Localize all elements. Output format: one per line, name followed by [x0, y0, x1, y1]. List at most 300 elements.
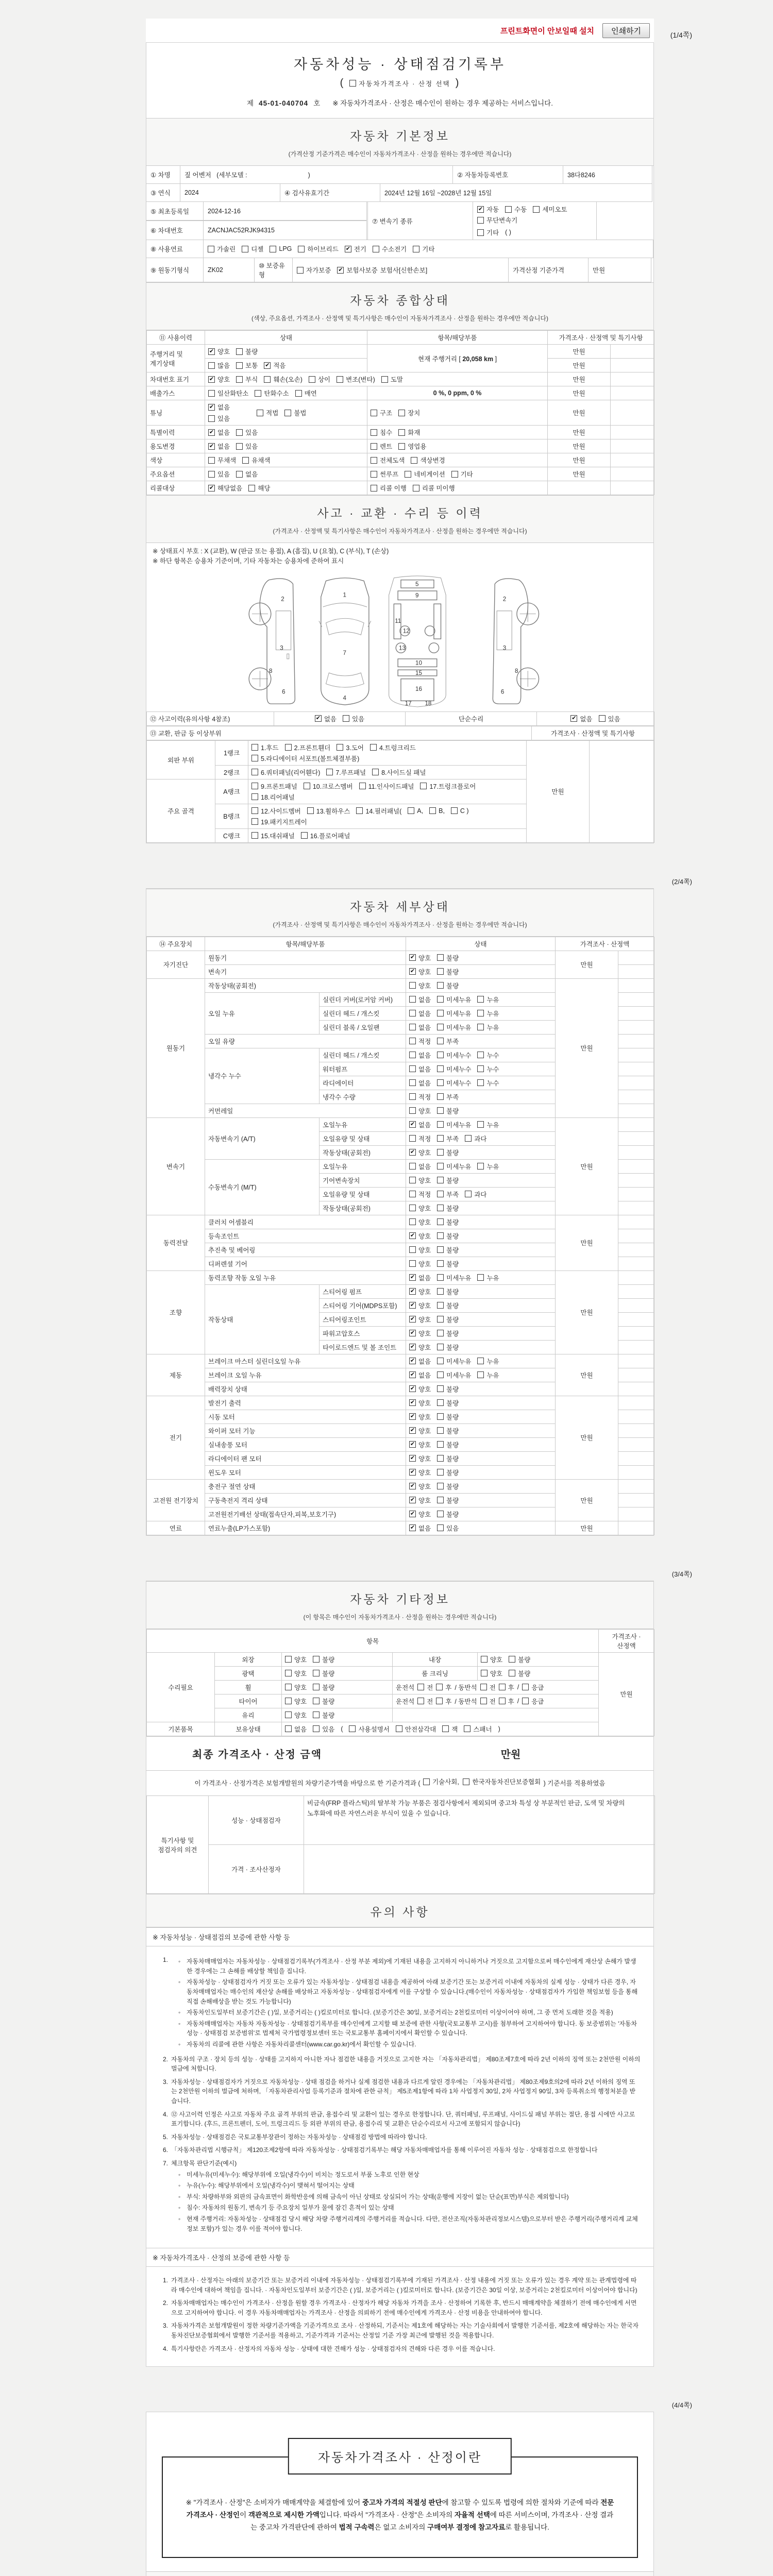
checkbox-option[interactable]: [409, 1384, 431, 1394]
checkbox-icon[interactable]: [437, 1246, 444, 1253]
checkbox-icon[interactable]: [477, 1163, 484, 1170]
checkbox-icon[interactable]: [398, 410, 405, 416]
checkbox-icon[interactable]: [417, 1684, 424, 1690]
checkbox-icon[interactable]: [371, 471, 377, 478]
checkbox-option[interactable]: [509, 1669, 530, 1678]
checkbox-icon[interactable]: [509, 1670, 515, 1676]
basis-checkbox-1[interactable]: [423, 1777, 459, 1787]
reg-no-value[interactable]: 38다8246: [563, 165, 652, 184]
checkbox-checked-icon[interactable]: ✔: [410, 1497, 415, 1503]
checkbox-icon[interactable]: [437, 1413, 444, 1420]
checkbox-option[interactable]: [480, 1683, 496, 1692]
checkbox-option[interactable]: [413, 483, 455, 493]
checkbox-icon[interactable]: [251, 769, 258, 775]
checkbox-icon[interactable]: [437, 1065, 444, 1072]
checkbox-icon[interactable]: [437, 954, 444, 961]
checkbox-icon[interactable]: [477, 1371, 484, 1378]
checkbox-option[interactable]: [481, 1669, 502, 1678]
checkbox-option[interactable]: [285, 1655, 307, 1664]
checkbox-option[interactable]: [437, 1092, 459, 1101]
checkbox-option[interactable]: [437, 1426, 459, 1435]
checkbox-option[interactable]: [436, 1697, 451, 1706]
checkbox-option[interactable]: [285, 1683, 307, 1692]
checkbox-icon[interactable]: [409, 1010, 416, 1016]
checkbox-option[interactable]: [301, 831, 350, 840]
checkbox-option[interactable]: [208, 442, 230, 451]
checkbox-option[interactable]: [437, 1287, 459, 1296]
checkbox-option[interactable]: [313, 1655, 334, 1664]
checkbox-option[interactable]: [437, 1301, 459, 1310]
checkbox-option[interactable]: [465, 1134, 486, 1143]
checkbox-option[interactable]: [295, 388, 317, 398]
checkbox-option[interactable]: [437, 1078, 471, 1088]
checkbox-option[interactable]: [409, 1301, 431, 1310]
checkbox-icon[interactable]: [337, 376, 343, 383]
checkbox-option[interactable]: [437, 1357, 471, 1366]
checkbox-checked-icon[interactable]: ✔: [410, 954, 415, 961]
checkbox-checked-icon[interactable]: ✔: [410, 1371, 415, 1378]
checkbox-option[interactable]: [255, 388, 289, 398]
checkbox-option[interactable]: [208, 428, 230, 437]
checkbox-icon[interactable]: [285, 1684, 292, 1690]
checkbox-icon[interactable]: [297, 267, 304, 274]
checkbox-option[interactable]: [437, 1162, 471, 1171]
checkbox-icon[interactable]: [409, 1205, 416, 1211]
checkbox-icon[interactable]: [477, 996, 484, 1003]
checkbox-checked-icon[interactable]: ✔: [572, 715, 577, 722]
checkbox-icon[interactable]: [349, 80, 356, 87]
checkbox-option[interactable]: [409, 1370, 431, 1380]
checkbox-icon[interactable]: [437, 1497, 444, 1503]
checkbox-option[interactable]: [409, 1287, 431, 1296]
checkbox-icon[interactable]: [409, 1177, 416, 1183]
checkbox-icon[interactable]: [251, 755, 258, 761]
checkbox-icon[interactable]: [437, 1205, 444, 1211]
checkbox-icon[interactable]: [437, 1135, 444, 1142]
checkbox-icon[interactable]: [413, 246, 419, 252]
checkbox-option[interactable]: [307, 806, 350, 816]
checkbox-icon[interactable]: [409, 1246, 416, 1253]
checkbox-option[interactable]: [251, 768, 320, 777]
checkbox-option[interactable]: [337, 375, 375, 384]
checkbox-icon[interactable]: [437, 1441, 444, 1448]
checkbox-option[interactable]: [437, 1204, 459, 1213]
checkbox-option[interactable]: [285, 1669, 307, 1678]
checkbox-checked-icon[interactable]: ✔: [410, 1316, 415, 1323]
checkbox-icon[interactable]: [417, 1698, 424, 1704]
checkbox-icon[interactable]: [437, 1218, 444, 1225]
checkbox-icon[interactable]: [409, 1079, 416, 1086]
checkbox-icon[interactable]: [505, 206, 512, 213]
checkbox-icon[interactable]: [337, 744, 343, 751]
checkbox-option[interactable]: [208, 347, 230, 356]
checkbox-option[interactable]: [437, 1412, 459, 1421]
checkbox-icon[interactable]: [437, 968, 444, 975]
checkbox-option[interactable]: [396, 1724, 436, 1734]
checkbox-option[interactable]: [370, 743, 416, 752]
checkbox-option[interactable]: [313, 1724, 334, 1734]
checkbox-icon[interactable]: [480, 1684, 487, 1690]
checkbox-icon[interactable]: [208, 390, 215, 397]
checkbox-option[interactable]: [409, 1064, 431, 1074]
checkbox-icon[interactable]: [477, 1065, 484, 1072]
checkbox-icon[interactable]: [251, 793, 258, 800]
checkbox-option[interactable]: [409, 1176, 431, 1185]
checkbox-option[interactable]: [372, 768, 426, 777]
checkbox-option[interactable]: [505, 205, 527, 214]
checkbox-checked-icon[interactable]: ✔: [209, 403, 214, 410]
checkbox-option[interactable]: [236, 375, 258, 384]
checkbox-option[interactable]: [242, 455, 270, 465]
checkbox-option[interactable]: [437, 953, 459, 962]
checkbox-option[interactable]: [436, 1683, 451, 1692]
checkbox-option[interactable]: [522, 1683, 544, 1692]
checkbox-option[interactable]: [477, 1357, 499, 1366]
checkbox-option[interactable]: [437, 1106, 459, 1115]
checkbox-icon[interactable]: [477, 229, 484, 236]
checkbox-option[interactable]: [285, 743, 331, 752]
checkbox-option[interactable]: [326, 768, 366, 777]
checkbox-icon[interactable]: [236, 348, 243, 355]
checkbox-option[interactable]: [477, 1064, 499, 1074]
checkbox-option[interactable]: [409, 995, 431, 1004]
checkbox-option[interactable]: [437, 1231, 459, 1241]
checkbox-option[interactable]: [409, 1078, 431, 1088]
checkbox-option[interactable]: [398, 428, 420, 437]
checkbox-option[interactable]: [570, 714, 592, 723]
checkbox-option[interactable]: [313, 1697, 334, 1706]
checkbox-icon[interactable]: [409, 1107, 416, 1114]
checkbox-option[interactable]: [417, 1697, 433, 1706]
checkbox-option[interactable]: [270, 245, 292, 252]
checkbox-icon[interactable]: [298, 246, 305, 252]
checkbox-icon[interactable]: [248, 485, 255, 492]
checkbox-checked-icon[interactable]: ✔: [209, 443, 214, 449]
checkbox-option[interactable]: [208, 361, 230, 370]
checkbox-option[interactable]: [208, 414, 230, 423]
checkbox-icon[interactable]: [251, 783, 258, 789]
checkbox-option[interactable]: [437, 967, 459, 976]
checkbox-option[interactable]: [599, 714, 620, 723]
checkbox-icon[interactable]: [381, 376, 388, 383]
checkbox-checked-icon[interactable]: ✔: [265, 362, 270, 368]
checkbox-option[interactable]: [236, 361, 258, 370]
checkbox-option[interactable]: [437, 1398, 459, 1408]
checkbox-icon[interactable]: [465, 1191, 472, 1197]
first-reg-value[interactable]: 2024-12-16: [203, 201, 367, 221]
checkbox-icon[interactable]: [409, 1024, 416, 1030]
checkbox-option[interactable]: [409, 1329, 431, 1338]
checkbox-option[interactable]: [349, 1724, 389, 1734]
checkbox-option[interactable]: [413, 244, 434, 253]
checkbox-icon[interactable]: [236, 471, 243, 478]
checkbox-option[interactable]: [437, 1370, 471, 1380]
checkbox-option[interactable]: [437, 1440, 459, 1449]
checkbox-option[interactable]: [381, 375, 403, 384]
checkbox-option[interactable]: [409, 1092, 431, 1101]
checkbox-checked-icon[interactable]: ✔: [410, 1344, 415, 1350]
checkbox-icon[interactable]: [477, 1052, 484, 1058]
checkbox-icon[interactable]: [409, 1135, 416, 1142]
checkbox-option[interactable]: [481, 1655, 502, 1664]
checkbox-icon[interactable]: [477, 1274, 484, 1281]
checkbox-option[interactable]: [437, 1454, 459, 1463]
checkbox-option[interactable]: [409, 981, 431, 990]
checkbox-icon[interactable]: [437, 1107, 444, 1114]
checkbox-option[interactable]: [251, 817, 307, 826]
checkbox-icon[interactable]: [208, 471, 215, 478]
checkbox-icon[interactable]: [477, 1079, 484, 1086]
checkbox-icon[interactable]: [285, 744, 292, 751]
checkbox-option[interactable]: [477, 995, 499, 1004]
checkbox-checked-icon[interactable]: ✔: [478, 206, 483, 212]
checkbox-checked-icon[interactable]: ✔: [410, 1455, 415, 1462]
checkbox-icon[interactable]: [437, 1358, 444, 1364]
checkbox-option[interactable]: [437, 1315, 459, 1324]
checkbox-icon[interactable]: [480, 1698, 487, 1704]
checkbox-option[interactable]: [409, 1009, 431, 1018]
checkbox-option[interactable]: [451, 807, 469, 815]
checkbox-option[interactable]: [398, 408, 420, 417]
checkbox-icon[interactable]: [313, 1725, 320, 1732]
checkbox-option[interactable]: [409, 1496, 431, 1505]
checkbox-icon[interactable]: [301, 832, 308, 839]
checkbox-icon[interactable]: [356, 807, 363, 814]
checkbox-icon[interactable]: [522, 1684, 529, 1690]
checkbox-icon[interactable]: [349, 1725, 356, 1732]
checkbox-option[interactable]: [480, 1697, 496, 1706]
checkbox-icon[interactable]: [408, 807, 414, 814]
checkbox-icon[interactable]: [437, 1330, 444, 1336]
checkbox-option[interactable]: [409, 1204, 431, 1213]
checkbox-option[interactable]: [409, 1190, 431, 1199]
checkbox-icon[interactable]: [477, 1010, 484, 1016]
checkbox-icon[interactable]: [451, 471, 458, 478]
checkbox-option[interactable]: [409, 967, 431, 976]
checkbox-icon[interactable]: [313, 1656, 320, 1663]
checkbox-icon[interactable]: [208, 246, 214, 252]
checkbox-option[interactable]: [437, 1037, 459, 1046]
checkbox-option[interactable]: [251, 792, 295, 802]
checkbox-option[interactable]: [304, 782, 353, 791]
checkbox-icon[interactable]: [343, 715, 349, 722]
checkbox-option[interactable]: [409, 1454, 431, 1463]
checkbox-icon[interactable]: [313, 1684, 320, 1690]
checkbox-icon[interactable]: [437, 1191, 444, 1197]
checkbox-icon[interactable]: [255, 390, 261, 397]
checkbox-checked-icon[interactable]: ✔: [209, 484, 214, 491]
checkbox-icon[interactable]: [313, 1670, 320, 1676]
checkbox-icon[interactable]: [477, 1358, 484, 1364]
checkbox-icon[interactable]: [409, 1093, 416, 1100]
print-install-hint[interactable]: 프린트화면이 안보일때 설치: [500, 26, 595, 36]
checkbox-option[interactable]: [409, 1134, 431, 1143]
checkbox-icon[interactable]: [437, 1010, 444, 1016]
checkbox-option[interactable]: [409, 1482, 431, 1491]
checkbox-icon[interactable]: [309, 376, 315, 383]
checkbox-icon[interactable]: [236, 443, 243, 450]
checkbox-icon[interactable]: [437, 1038, 444, 1044]
checkbox-option[interactable]: [371, 428, 392, 437]
checkbox-icon[interactable]: [437, 1524, 444, 1531]
checkbox-icon[interactable]: [599, 715, 606, 722]
checkbox-option[interactable]: [437, 1190, 459, 1199]
checkbox-option[interactable]: [409, 1037, 431, 1046]
checkbox-checked-icon[interactable]: ✔: [209, 429, 214, 435]
checkbox-option[interactable]: [242, 244, 263, 253]
checkbox-option[interactable]: [343, 714, 364, 723]
checkbox-option[interactable]: [251, 782, 297, 791]
checkbox-option[interactable]: [409, 1343, 431, 1352]
checkbox-icon[interactable]: [264, 376, 271, 383]
basis-checkbox-2[interactable]: [463, 1777, 541, 1787]
checkbox-option[interactable]: [251, 743, 279, 752]
car-name-cell[interactable]: [180, 165, 453, 184]
checkbox-option[interactable]: [409, 1523, 431, 1533]
checkbox-option[interactable]: [420, 782, 476, 791]
checkbox-option[interactable]: [315, 714, 337, 723]
checkbox-option[interactable]: [437, 1482, 459, 1491]
checkbox-icon[interactable]: [409, 1191, 416, 1197]
checkbox-option[interactable]: [236, 442, 258, 451]
checkbox-icon[interactable]: [409, 982, 416, 989]
checkbox-option[interactable]: [264, 375, 303, 384]
checkbox-icon[interactable]: [208, 415, 215, 422]
checkbox-option[interactable]: [437, 1134, 459, 1143]
checkbox-icon[interactable]: [285, 1656, 292, 1663]
checkbox-icon[interactable]: [242, 246, 248, 252]
checkbox-icon[interactable]: [420, 783, 427, 789]
checkbox-icon[interactable]: [396, 1725, 402, 1732]
checkbox-option[interactable]: [409, 1231, 431, 1241]
checkbox-checked-icon[interactable]: ✔: [410, 1413, 415, 1420]
checkbox-icon[interactable]: [437, 1079, 444, 1086]
checkbox-option[interactable]: [285, 1710, 307, 1720]
checkbox-option[interactable]: [236, 469, 258, 479]
checkbox-option[interactable]: [313, 1669, 334, 1678]
checkbox-option[interactable]: [477, 205, 499, 214]
checkbox-checked-icon[interactable]: ✔: [410, 1511, 415, 1517]
self-warranty-checkbox[interactable]: [297, 265, 331, 275]
checkbox-option[interactable]: [409, 1315, 431, 1324]
checkbox-option[interactable]: [533, 205, 567, 214]
checkbox-option[interactable]: [236, 347, 258, 356]
checkbox-icon[interactable]: [437, 1274, 444, 1281]
checkbox-checked-icon[interactable]: ✔: [345, 245, 350, 252]
checkbox-icon[interactable]: [437, 1093, 444, 1100]
checkbox-icon[interactable]: [372, 769, 379, 775]
checkbox-option[interactable]: [437, 1523, 459, 1533]
checkbox-checked-icon[interactable]: ✔: [338, 266, 343, 273]
checkbox-icon[interactable]: [437, 996, 444, 1003]
checkbox-option[interactable]: [371, 408, 392, 417]
checkbox-option[interactable]: [509, 1655, 530, 1664]
checkbox-icon[interactable]: [326, 769, 333, 775]
checkbox-option[interactable]: [437, 1496, 459, 1505]
checkbox-option[interactable]: [409, 1120, 431, 1129]
checkbox-icon[interactable]: [398, 429, 405, 436]
checkbox-option[interactable]: [437, 1064, 471, 1074]
checkbox-option[interactable]: [409, 1023, 431, 1032]
checkbox-icon[interactable]: [313, 1698, 320, 1704]
checkbox-checked-icon[interactable]: ✔: [410, 1149, 415, 1156]
checkbox-checked-icon[interactable]: ✔: [410, 1232, 415, 1239]
checkbox-option[interactable]: [337, 743, 364, 752]
checkbox-icon[interactable]: [423, 1778, 430, 1785]
checkbox-option[interactable]: [437, 1120, 471, 1129]
checkbox-option[interactable]: [284, 408, 306, 417]
checkbox-icon[interactable]: [236, 429, 243, 436]
checkbox-icon[interactable]: [285, 1711, 292, 1718]
checkbox-icon[interactable]: [270, 246, 276, 252]
checkbox-option[interactable]: [208, 388, 248, 398]
checkbox-option[interactable]: [477, 1120, 499, 1129]
checkbox-option[interactable]: [208, 483, 242, 493]
checkbox-icon[interactable]: [437, 1385, 444, 1392]
checkbox-icon[interactable]: [257, 410, 263, 416]
insurer-warranty-checkbox[interactable]: [337, 265, 427, 275]
checkbox-option[interactable]: [437, 1329, 459, 1338]
checkbox-option[interactable]: [437, 1217, 459, 1227]
checkbox-icon[interactable]: [437, 1121, 444, 1128]
checkbox-option[interactable]: [298, 244, 338, 253]
checkbox-option[interactable]: [437, 1023, 471, 1032]
checkbox-icon[interactable]: [251, 744, 258, 751]
checkbox-option[interactable]: [409, 1106, 431, 1115]
checkbox-option[interactable]: [251, 806, 301, 816]
checkbox-option[interactable]: [437, 1343, 459, 1352]
checkbox-option[interactable]: [409, 1357, 431, 1366]
checkbox-checked-icon[interactable]: ✔: [315, 715, 321, 722]
checkbox-icon[interactable]: [251, 807, 258, 814]
checkbox-option[interactable]: [409, 1273, 431, 1282]
checkbox-option[interactable]: [442, 1724, 458, 1734]
checkbox-icon[interactable]: [437, 1455, 444, 1462]
checkbox-option[interactable]: [437, 1009, 471, 1018]
checkbox-checked-icon[interactable]: ✔: [410, 1288, 415, 1295]
checkbox-icon[interactable]: [437, 1511, 444, 1517]
checkbox-icon[interactable]: [370, 744, 377, 751]
checkbox-checked-icon[interactable]: ✔: [410, 1330, 415, 1336]
checkbox-icon[interactable]: [437, 1288, 444, 1295]
checkbox-option[interactable]: [451, 469, 473, 479]
checkbox-option[interactable]: [359, 782, 414, 791]
checkbox-option[interactable]: [437, 1050, 471, 1060]
checkbox-option[interactable]: [373, 244, 407, 253]
checkbox-icon[interactable]: [463, 1778, 469, 1785]
checkbox-checked-icon[interactable]: ✔: [209, 348, 214, 354]
checkbox-checked-icon[interactable]: ✔: [410, 1427, 415, 1434]
checkbox-option[interactable]: [285, 1724, 307, 1734]
checkbox-icon[interactable]: [509, 1656, 515, 1663]
checkbox-icon[interactable]: [522, 1698, 529, 1704]
checkbox-option[interactable]: [499, 1683, 514, 1692]
checkbox-option[interactable]: [409, 1050, 431, 1060]
checkbox-option[interactable]: [522, 1697, 544, 1706]
checkbox-option[interactable]: [437, 1510, 459, 1519]
checkbox-icon[interactable]: [409, 1052, 416, 1058]
checkbox-icon[interactable]: [411, 457, 417, 464]
checkbox-option[interactable]: [248, 483, 270, 493]
checkbox-option[interactable]: [499, 1697, 514, 1706]
checkbox-option[interactable]: [409, 1259, 431, 1268]
checkbox-icon[interactable]: [437, 1177, 444, 1183]
checkbox-option[interactable]: [429, 807, 445, 815]
checkbox-icon[interactable]: [464, 1725, 470, 1732]
checkbox-icon[interactable]: [437, 1024, 444, 1030]
checkbox-icon[interactable]: [477, 1121, 484, 1128]
checkbox-icon[interactable]: [499, 1684, 506, 1690]
